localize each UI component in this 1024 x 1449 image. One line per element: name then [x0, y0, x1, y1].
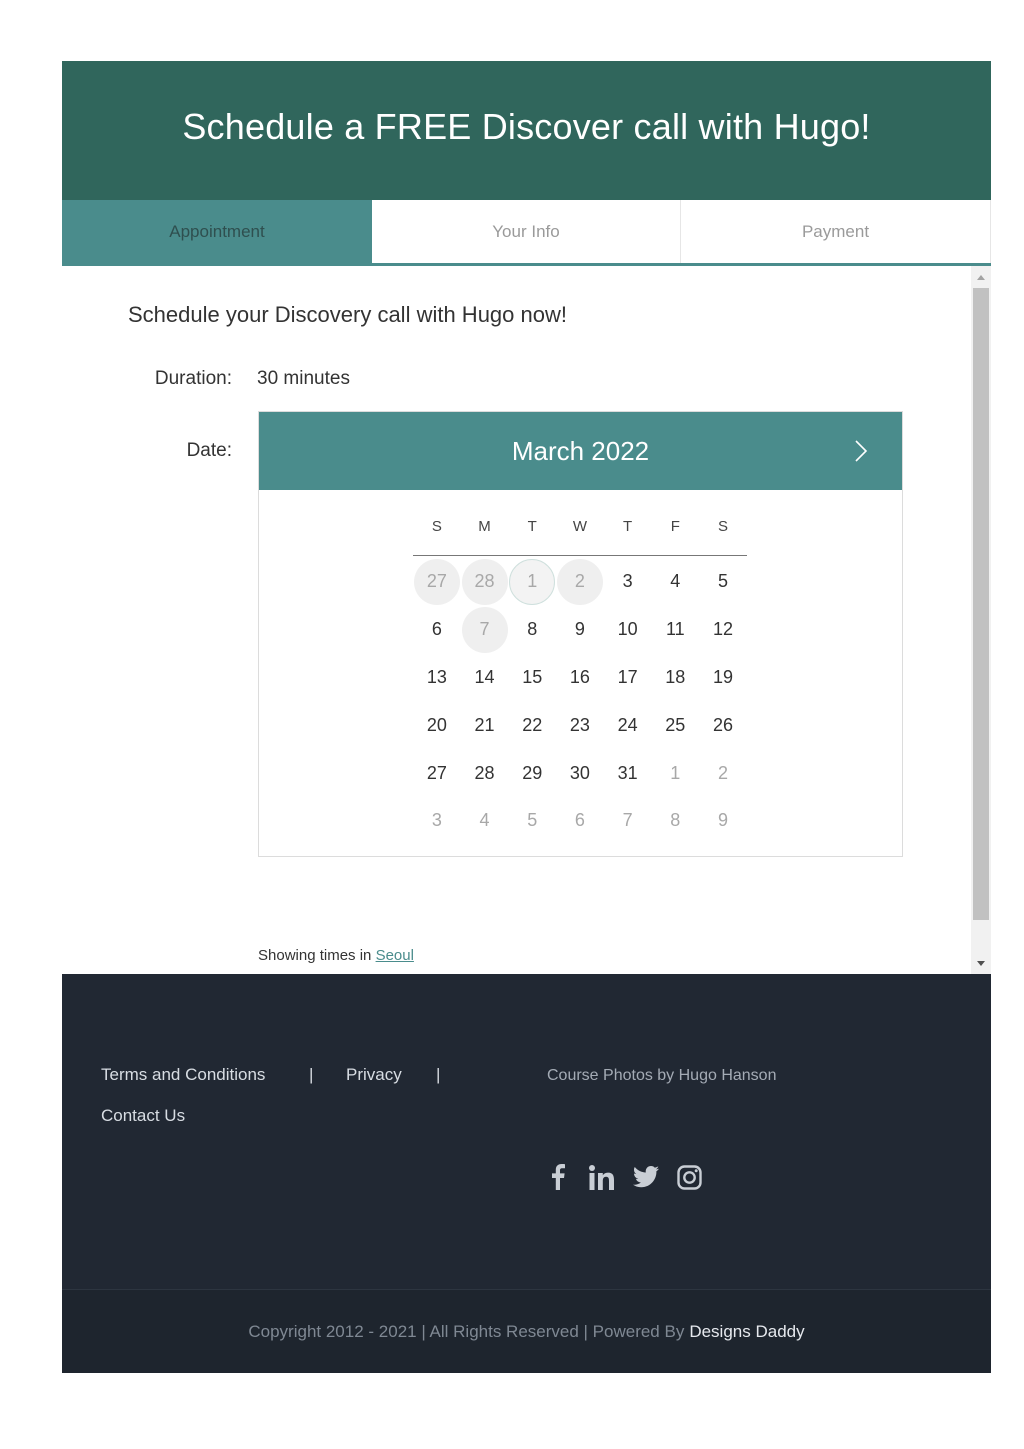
- calendar-week: [413, 606, 747, 654]
- calendar-day[interactable]: 17: [617, 666, 638, 687]
- timezone-note: [258, 947, 414, 964]
- facebook-link[interactable]: [547, 1163, 569, 1191]
- footer-separator: |: [436, 1065, 441, 1084]
- page-title: Schedule a FREE Discover call with Hugo!: [182, 105, 871, 147]
- calendar-day[interactable]: 30: [569, 762, 590, 783]
- weekday-label: T: [527, 518, 537, 535]
- calendar-day[interactable]: 13: [426, 666, 447, 687]
- calendar-day-next-month[interactable]: 8: [670, 810, 681, 831]
- instagram-link[interactable]: [674, 1163, 704, 1191]
- page-header: [62, 61, 991, 200]
- calendar-week: [413, 654, 747, 702]
- panel-scrollbar[interactable]: [971, 266, 991, 974]
- calendar-day-disabled: 7: [461, 606, 509, 654]
- calendar-day-disabled: 2: [556, 558, 604, 606]
- calendar-day[interactable]: 14: [474, 666, 495, 687]
- date-label: Date:: [186, 440, 232, 461]
- weekday-label: F: [670, 518, 680, 535]
- next-month-button[interactable]: [846, 436, 876, 466]
- calendar-day[interactable]: 28: [474, 762, 495, 783]
- weekday-label: M: [478, 518, 491, 535]
- calendar-day-next-month[interactable]: 3: [431, 810, 442, 831]
- twitter-link[interactable]: [631, 1163, 661, 1191]
- calendar-day[interactable]: 24: [617, 714, 638, 735]
- calendar-day[interactable]: 6: [431, 619, 442, 640]
- weekday-label: S: [717, 518, 728, 535]
- weekday-header: [413, 512, 747, 556]
- terms-link[interactable]: Terms and Conditions: [101, 1065, 266, 1084]
- calendar-day[interactable]: 5: [717, 571, 728, 592]
- calendar-day-today: 1: [508, 558, 556, 606]
- calendar-day[interactable]: 8: [527, 619, 538, 640]
- appointment-panel: [62, 266, 991, 974]
- duration-label: Duration:: [154, 368, 232, 389]
- calendar-day-next-month[interactable]: 9: [717, 810, 728, 831]
- calendar-week: [413, 701, 747, 749]
- site-footer: [62, 974, 991, 1289]
- calendar-week: [413, 558, 747, 606]
- weekday-label: W: [572, 518, 587, 535]
- calendar-day[interactable]: 21: [474, 714, 495, 735]
- timezone-prefix: Showing times in: [258, 947, 372, 964]
- calendar-day[interactable]: 16: [569, 666, 590, 687]
- calendar-header: [259, 412, 902, 490]
- photo-credit: Course Photos by Hugo Hanson: [547, 1067, 777, 1084]
- tab-payment[interactable]: Payment: [681, 200, 991, 263]
- privacy-link[interactable]: Privacy: [346, 1065, 402, 1084]
- calendar-week: [413, 749, 747, 797]
- step-tabs: [62, 200, 991, 266]
- scroll-thumb[interactable]: [973, 288, 989, 920]
- calendar-day-next-month[interactable]: 5: [527, 810, 538, 831]
- calendar-day[interactable]: 20: [426, 714, 447, 735]
- weekday-label: T: [623, 518, 633, 535]
- scroll-down-arrow[interactable]: [971, 956, 991, 970]
- footer-separator: |: [309, 1065, 314, 1084]
- calendar-month-title: March 2022: [511, 435, 650, 466]
- tab-appointment[interactable]: Appointment: [62, 200, 372, 263]
- calendar-day[interactable]: 31: [617, 762, 638, 783]
- designs-daddy-link[interactable]: Designs Daddy: [689, 1321, 805, 1341]
- copyright-text: Copyright 2012 - 2021 | All Rights Reserved | Powered By: [248, 1321, 685, 1341]
- chevron-right-icon: [846, 436, 876, 466]
- calendar-day[interactable]: 29: [522, 762, 543, 783]
- calendar-day[interactable]: 22: [522, 714, 543, 735]
- calendar-day-next-month[interactable]: 7: [622, 810, 633, 831]
- calendar-day[interactable]: 15: [522, 666, 543, 687]
- timezone-link[interactable]: Seoul: [375, 947, 414, 964]
- calendar-day[interactable]: 10: [617, 619, 638, 640]
- booking-widget: [62, 61, 991, 1373]
- calendar-day[interactable]: 12: [712, 619, 733, 640]
- calendar-day-disabled: 28: [461, 558, 509, 606]
- duration-value: 30 minutes: [257, 368, 350, 389]
- calendar-week: [413, 797, 747, 845]
- weekday-label: S: [431, 518, 442, 535]
- calendar-day-next-month[interactable]: 2: [717, 762, 728, 783]
- linkedin-icon: [589, 1165, 615, 1190]
- calendar-day[interactable]: 26: [712, 714, 733, 735]
- contact-link[interactable]: Contact Us: [101, 1106, 186, 1125]
- calendar-grid: [413, 558, 747, 845]
- copyright-bar: [62, 1289, 991, 1373]
- calendar-day-disabled: 27: [413, 558, 461, 606]
- scroll-up-arrow[interactable]: [971, 270, 991, 284]
- calendar-day[interactable]: 27: [426, 762, 447, 783]
- calendar-day-next-month[interactable]: 4: [479, 810, 490, 831]
- calendar-day[interactable]: 19: [712, 666, 733, 687]
- calendar-day[interactable]: 18: [665, 666, 686, 687]
- calendar-day-next-month[interactable]: 6: [574, 810, 585, 831]
- calendar-day[interactable]: 25: [665, 714, 686, 735]
- calendar-day[interactable]: 4: [670, 571, 681, 592]
- tab-your-info[interactable]: Your Info: [372, 200, 681, 263]
- calendar-day[interactable]: 9: [574, 619, 585, 640]
- calendar-day-next-month[interactable]: 1: [670, 762, 681, 783]
- date-picker: [258, 411, 903, 857]
- facebook-icon: [551, 1164, 565, 1190]
- twitter-icon: [633, 1166, 659, 1188]
- instagram-icon: [677, 1165, 702, 1190]
- linkedin-link[interactable]: [587, 1163, 617, 1191]
- calendar-day[interactable]: 23: [569, 714, 590, 735]
- calendar-day[interactable]: 3: [622, 571, 633, 592]
- intro-text: Schedule your Discovery call with Hugo now!: [128, 302, 567, 327]
- calendar-day[interactable]: 11: [665, 619, 685, 640]
